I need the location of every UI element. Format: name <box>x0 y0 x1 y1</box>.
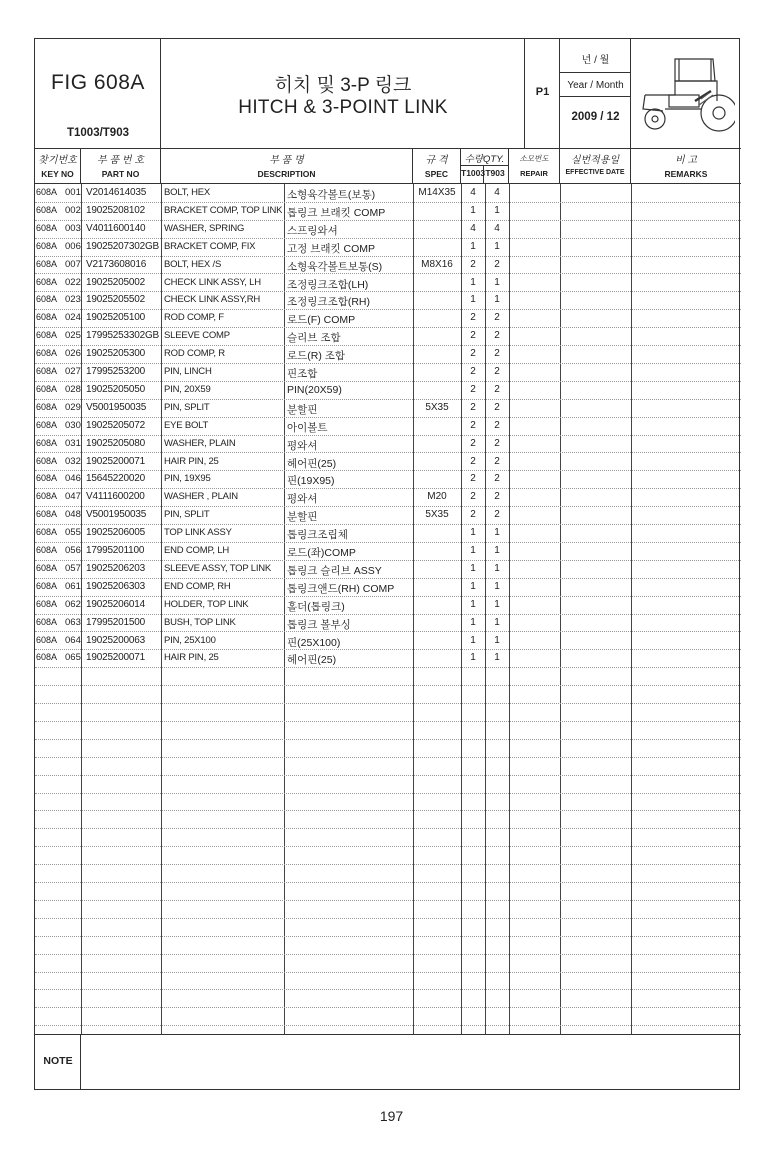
column-label-en: KEY NO <box>41 169 74 179</box>
empty-table-row <box>35 775 741 794</box>
table-row <box>35 327 741 346</box>
fig-number: 608A <box>36 276 58 287</box>
qty-t1003: 2 <box>470 473 476 485</box>
part-number: 19025205002 <box>86 276 145 288</box>
table-row <box>35 363 741 382</box>
fig-number: 608A <box>36 258 58 269</box>
key-number: 032 <box>65 455 81 467</box>
empty-table-row <box>35 990 741 1009</box>
qty-t1003: 1 <box>470 652 476 664</box>
qty-t1003: 1 <box>470 562 476 574</box>
note-label: NOTE <box>43 1055 73 1067</box>
empty-table-row <box>35 900 741 919</box>
qty-t1003: 1 <box>470 294 476 306</box>
fig-number: 608A <box>36 455 58 466</box>
figure-number: FIG 608A <box>51 71 145 94</box>
column-label-ko: 찾기번호 <box>38 155 77 166</box>
part-number: 19025206203 <box>86 562 145 574</box>
column-label-ko: 규 격 <box>425 155 448 166</box>
description-en: END COMP, LH <box>164 545 229 556</box>
key-number: 029 <box>65 401 81 413</box>
qty-t903: 2 <box>494 509 500 521</box>
fig-number: 608A <box>36 330 58 341</box>
column-label-ko: 소모번도 <box>519 154 549 163</box>
table-row <box>35 614 741 633</box>
fig-number: 608A <box>36 437 58 448</box>
description-en: BOLT, HEX <box>164 187 211 198</box>
fig-number: 608A <box>36 419 58 430</box>
description-ko: 톱링크 슬리브 ASSY <box>287 564 382 577</box>
qty-t1003: 1 <box>470 634 476 646</box>
column-header-row <box>35 148 741 184</box>
description-en: ROD COMP, R <box>164 348 225 360</box>
column-label-ko: 비 고 <box>674 155 698 166</box>
qty-t1003: 2 <box>470 258 476 270</box>
part-number: 17995201100 <box>86 545 145 556</box>
part-number: 15645220020 <box>86 473 145 485</box>
key-number: 048 <box>65 509 81 521</box>
qty-t1003: 1 <box>470 598 476 610</box>
fig-number: 608A <box>36 312 58 323</box>
spec: 5X35 <box>425 509 449 521</box>
empty-table-row <box>35 1007 741 1026</box>
table-row <box>35 488 741 507</box>
description-en: BRACKET COMP, TOP LINK <box>164 204 282 216</box>
key-number: 061 <box>65 580 81 592</box>
fig-number: 608A <box>36 348 58 359</box>
key-number: 055 <box>65 527 81 539</box>
column-label-en: DESCRIPTION <box>257 169 316 179</box>
qty-t1003: 1 <box>470 276 476 288</box>
qty-t903: 1 <box>494 598 500 610</box>
empty-table-row <box>35 918 741 937</box>
table-row <box>35 256 741 275</box>
table-row <box>35 453 741 472</box>
year-month-cell <box>560 39 631 148</box>
table-row <box>35 220 741 239</box>
qty-t1003: 2 <box>470 491 476 503</box>
qty-t1003: 2 <box>470 330 476 342</box>
fig-number: 608A <box>36 204 58 215</box>
qty-t903: 1 <box>494 204 500 216</box>
table-row <box>35 560 741 579</box>
part-number: V4011600140 <box>86 222 146 234</box>
qty-t903: 2 <box>494 366 500 377</box>
qty-t1003: 1 <box>470 580 476 592</box>
fig-number: 608A <box>36 562 58 573</box>
qty-t903: 1 <box>494 276 500 288</box>
description-ko: PIN(20X59) <box>287 383 342 396</box>
description-ko: 헤어핀(25) <box>287 654 337 667</box>
description-en: HAIR PIN, 25 <box>164 652 219 664</box>
tractor-icon <box>635 51 735 137</box>
part-number: V2173608016 <box>86 258 147 270</box>
description-en: CHECK LINK ASSY, LH <box>164 276 261 288</box>
part-number: 19025208102 <box>86 204 145 216</box>
qty-t903: 1 <box>494 527 500 539</box>
part-number: 19025200063 <box>86 634 145 646</box>
fig-number: 608A <box>36 509 58 520</box>
description-ko: 핀조합 <box>287 368 318 380</box>
description-en: TOP LINK ASSY <box>164 527 232 539</box>
spec: M20 <box>427 491 447 503</box>
part-number: 19025206014 <box>86 598 145 610</box>
qty-t903: 4 <box>494 222 500 234</box>
description-en: PIN, SPLIT <box>164 509 210 521</box>
empty-table-row <box>35 954 741 973</box>
column-key-no <box>35 149 81 183</box>
tractor-image-cell <box>631 39 741 148</box>
part-number: V2014614035 <box>86 187 147 198</box>
qty-t903: 2 <box>494 348 500 360</box>
empty-table-row <box>35 703 741 722</box>
column-spec <box>413 149 461 183</box>
fig-number: 608A <box>36 652 58 663</box>
description-en: ROD COMP, F <box>164 312 224 324</box>
year-month-label-en: Year / Month <box>567 80 624 91</box>
description-ko: 스프링와셔 <box>287 224 338 237</box>
qty-t903: 1 <box>494 240 500 252</box>
part-number: V4111600200 <box>86 491 145 503</box>
description-ko: 분할핀 <box>287 403 318 416</box>
table-row <box>35 381 741 400</box>
description-en: HOLDER, TOP LINK <box>164 598 249 610</box>
column-part-no <box>81 149 161 183</box>
note-label-cell <box>35 1035 81 1090</box>
key-number: 047 <box>65 491 81 503</box>
fig-number: 608A <box>36 616 58 627</box>
column-label-en: REMARKS <box>664 169 708 179</box>
title-korean: 히치 및 3-P 링크 <box>274 75 412 96</box>
qty-t1003: 2 <box>470 366 476 377</box>
part-number: 19025206303 <box>86 580 145 592</box>
key-number: 007 <box>65 258 81 270</box>
description-en: CHECK LINK ASSY,RH <box>164 294 261 306</box>
column-effective-date <box>560 149 631 183</box>
part-number: 17995253200 <box>86 366 145 377</box>
key-number: 023 <box>65 294 81 306</box>
description-en: END COMP, RH <box>164 580 231 592</box>
description-en: SLEEVE COMP <box>164 330 230 342</box>
description-ko: 헤어핀(25) <box>287 457 337 470</box>
description-en: BOLT, HEX /S <box>164 258 222 270</box>
key-number: 065 <box>65 652 81 664</box>
key-number: 028 <box>65 383 81 395</box>
column-quantity <box>461 149 509 183</box>
description-ko: 평와셔 <box>287 493 318 506</box>
qty-t903: 2 <box>494 330 500 342</box>
description-en: BUSH, TOP LINK <box>164 616 236 628</box>
description-ko: 소형육각볼트(보통) <box>287 189 376 201</box>
description-en: PIN, 19X95 <box>164 473 211 485</box>
fig-number: 608A <box>36 187 58 197</box>
qty-t903: 2 <box>494 258 500 270</box>
description-ko: 분할핀 <box>287 511 318 524</box>
qty-t1003: 2 <box>470 383 476 395</box>
figure-cell <box>35 39 161 148</box>
table-row <box>35 399 741 418</box>
table-row <box>35 596 741 615</box>
key-number: 027 <box>65 366 81 377</box>
description-ko: 조정링크조합(RH) <box>287 296 371 309</box>
empty-table-row <box>35 936 741 955</box>
description-en: WASHER, PLAIN <box>164 437 236 449</box>
table-row <box>35 202 741 221</box>
column-label-qty-t903: T903 <box>485 168 505 178</box>
description-ko: 소형육각볼트보통(S) <box>287 260 383 273</box>
qty-t1003: 2 <box>470 509 476 521</box>
spec: M14X35 <box>418 187 456 198</box>
title-cell <box>161 39 525 148</box>
divider <box>560 72 631 73</box>
empty-table-row <box>35 882 741 901</box>
fig-number: 608A <box>36 491 58 502</box>
table-row <box>35 649 741 668</box>
description-ko: 아이볼트 <box>287 421 328 434</box>
qty-t903: 2 <box>494 437 500 449</box>
empty-table-row <box>35 846 741 865</box>
qty-t903: 2 <box>494 383 500 395</box>
table-row <box>35 524 741 543</box>
table-row <box>35 417 741 436</box>
description-ko: 로드(좌)COMP <box>287 547 356 559</box>
part-number: 19025200071 <box>86 652 145 664</box>
key-number: 057 <box>65 562 81 574</box>
qty-t903: 2 <box>494 419 500 431</box>
parts-sheet <box>34 38 740 1090</box>
qty-t1003: 2 <box>470 312 476 324</box>
description-en: PIN, 25X100 <box>164 634 216 646</box>
table-row <box>35 506 741 525</box>
column-label-en: EFFECTIVE DATE <box>565 169 625 176</box>
table-row <box>35 542 741 561</box>
part-number: V5001950035 <box>86 509 147 521</box>
column-label-en: PART NO <box>101 169 140 179</box>
qty-t1003: 2 <box>470 348 476 360</box>
fig-number: 608A <box>36 580 58 591</box>
fig-number: 608A <box>36 598 58 609</box>
part-number: 19025200071 <box>86 455 145 467</box>
qty-t903: 1 <box>494 580 500 592</box>
description-en: PIN, SPLIT <box>164 401 210 413</box>
part-number: 19025207302GB <box>86 240 160 252</box>
divider <box>461 165 508 166</box>
key-number: 056 <box>65 545 81 556</box>
page-code: P1 <box>535 86 550 98</box>
part-number: 19025206005 <box>86 527 145 539</box>
qty-t1003: 2 <box>470 437 476 449</box>
part-number: 19025205080 <box>86 437 145 449</box>
part-number: 17995253302GB <box>86 330 160 342</box>
part-number: 19025205072 <box>86 419 145 431</box>
qty-t1003: 1 <box>470 616 476 628</box>
description-ko: 톱링크 볼부싱 <box>287 618 351 631</box>
empty-table-row <box>35 972 741 991</box>
fig-number: 608A <box>36 294 58 305</box>
qty-t903: 1 <box>494 294 500 306</box>
key-number: 026 <box>65 348 81 360</box>
key-number: 063 <box>65 616 81 628</box>
spec: 5X35 <box>425 401 449 413</box>
key-number: 030 <box>65 419 81 431</box>
description-en: PIN, 20X59 <box>164 383 211 395</box>
table-row <box>35 578 741 597</box>
description-ko: 평와셔 <box>287 439 318 452</box>
qty-t1003: 4 <box>470 222 476 234</box>
key-number: 024 <box>65 312 81 324</box>
empty-table-row <box>35 685 741 704</box>
qty-t1003: 2 <box>470 419 476 431</box>
fig-number: 608A <box>36 527 58 538</box>
fig-number: 608A <box>36 240 58 251</box>
qty-t903: 1 <box>494 562 500 574</box>
table-row <box>35 435 741 454</box>
part-number: 19025205050 <box>86 383 145 395</box>
description-en: EYE BOLT <box>164 419 209 431</box>
title-english: HITCH & 3-POINT LINK <box>238 97 448 118</box>
model-code: T1003/T903 <box>66 127 129 139</box>
qty-t1003: 1 <box>470 527 476 539</box>
qty-t903: 1 <box>494 545 500 556</box>
qty-t903: 2 <box>494 473 500 485</box>
table-row <box>35 345 741 364</box>
qty-t903: 2 <box>494 491 500 503</box>
table-row <box>35 238 741 257</box>
description-ko: 로드(F) COMP <box>287 314 356 327</box>
fig-number: 608A <box>36 634 58 645</box>
qty-t1003: 1 <box>470 240 476 252</box>
empty-table-row <box>35 667 741 686</box>
fig-number: 608A <box>36 473 58 484</box>
description-ko: 핀(25X100) <box>287 636 341 649</box>
part-number: 17995201500 <box>86 616 145 628</box>
description-ko: 홀더(톱링크) <box>287 600 345 613</box>
qty-t903: 2 <box>494 401 500 413</box>
description-ko: 고정 브래킷 COMP <box>287 242 376 255</box>
qty-t1003: 2 <box>470 455 476 467</box>
column-label-qty-t1003: T1003 <box>461 168 486 178</box>
description-ko: 톱링크 브래킷 COMP <box>287 206 386 219</box>
key-number: 006 <box>65 240 81 252</box>
empty-table-row <box>35 739 741 758</box>
qty-t903: 2 <box>494 455 500 467</box>
description-en: WASHER, SPRING <box>164 222 245 234</box>
table-row <box>35 309 741 328</box>
table-row <box>35 274 741 293</box>
year-month-label-ko: 년 / 월 <box>581 55 610 66</box>
column-label-ko: 부 품 명 <box>269 155 304 166</box>
year-month-value: 2009 / 12 <box>571 111 620 123</box>
description-en: PIN, LINCH <box>164 366 212 377</box>
fig-number: 608A <box>36 222 58 233</box>
qty-t903: 1 <box>494 616 500 628</box>
empty-table-row <box>35 721 741 740</box>
key-number: 031 <box>65 437 81 449</box>
column-repair <box>509 149 560 183</box>
fig-number: 608A <box>36 401 58 412</box>
description-en: BRACKET COMP, FIX <box>164 240 256 252</box>
description-en: WASHER , PLAIN <box>164 491 238 503</box>
column-label-en: SPEC <box>424 169 449 179</box>
column-label-ko: 부 품 번 호 <box>97 155 144 166</box>
key-number: 022 <box>65 276 81 288</box>
qty-t903: 4 <box>494 187 500 198</box>
empty-table-row <box>35 793 741 812</box>
fig-number: 608A <box>36 383 58 394</box>
part-number: 19025205300 <box>86 348 145 360</box>
description-ko: 슬리브 조합 <box>287 332 341 345</box>
fig-number: 608A <box>36 366 58 376</box>
description-en: HAIR PIN, 25 <box>164 455 219 467</box>
column-description <box>161 149 413 183</box>
table-row <box>35 632 741 651</box>
page-number: 197 <box>379 1108 404 1124</box>
empty-table-row <box>35 864 741 883</box>
page-code-cell <box>525 39 560 148</box>
empty-table-row <box>35 757 741 776</box>
qty-t1003: 1 <box>470 204 476 216</box>
column-label-ko: 실번적용일 <box>570 155 620 166</box>
qty-t903: 2 <box>494 312 500 324</box>
key-number: 046 <box>65 473 81 485</box>
part-number: V5001950035 <box>86 401 147 413</box>
qty-t903: 1 <box>494 652 500 664</box>
empty-table-row <box>35 828 741 847</box>
column-label-ko: 수량QTY. <box>464 154 505 165</box>
column-label-en: REPAIR <box>520 169 548 178</box>
key-number: 062 <box>65 598 81 610</box>
description-ko: 로드(R) 조합 <box>287 350 346 363</box>
empty-table-row <box>35 811 741 830</box>
key-number: 001 <box>65 187 81 198</box>
key-number: 064 <box>65 634 81 646</box>
description-ko: 핀(19X95) <box>287 475 335 488</box>
divider <box>560 96 631 97</box>
key-number: 003 <box>65 222 81 234</box>
key-number: 025 <box>65 330 81 342</box>
key-number: 002 <box>65 204 81 216</box>
note-area <box>35 1034 741 1090</box>
parts-table-body <box>35 184 741 1034</box>
qty-t1003: 2 <box>470 401 476 413</box>
description-ko: 톱링크조립체 <box>287 529 348 542</box>
fig-number: 608A <box>36 545 58 555</box>
qty-t1003: 1 <box>470 545 476 556</box>
part-number: 19025205100 <box>86 312 145 324</box>
part-number: 19025205502 <box>86 294 145 306</box>
table-row <box>35 291 741 310</box>
table-row <box>35 470 741 489</box>
spec: M8X16 <box>421 258 453 270</box>
qty-t1003: 4 <box>470 187 476 198</box>
description-en: SLEEVE ASSY, TOP LINK <box>164 562 272 574</box>
description-ko: 톱링크앤드(RH) COMP <box>287 582 395 595</box>
description-ko: 조정링크조합(LH) <box>287 278 369 291</box>
column-remarks <box>631 149 741 183</box>
table-row <box>35 184 741 203</box>
qty-t903: 1 <box>494 634 500 646</box>
